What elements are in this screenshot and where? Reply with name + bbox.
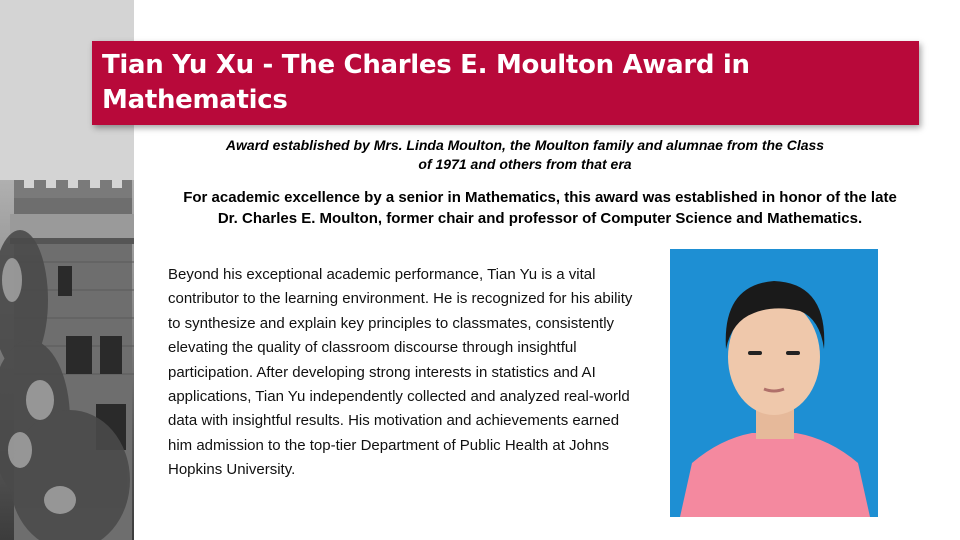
student-portrait	[670, 249, 878, 517]
student-bio: Beyond his exceptional academic performance, Tian Yu is a vital contributor to the learning environment. He is recognized for his ability to synthesize and explain key principles to classmates, consistently elevating the quality of classroom discourse through insightful participation. After developing strong interests in statistics and AI applications, Tian Yu independently collected and analyzed real-world data with insightful results. His motivation and achievements earned him admission to the top-tier Department of Public Health at Johns Hopkins University.	[168, 266, 633, 479]
slide-title: Tian Yu Xu - The Charles E. Moulton Award in Mathematics	[102, 50, 750, 115]
award-established-by: Award established by Mrs. Linda Moulton, the Moulton family and alumnae from the Class of 1971 and others from that era	[225, 137, 825, 172]
award-purpose: For academic excellence by a senior in Mathematics, this award was established in honor of the late Dr. Charles E. Moulton, former chair and professor of Computer Science and Mathematics.	[183, 189, 897, 227]
title-banner	[92, 41, 919, 125]
